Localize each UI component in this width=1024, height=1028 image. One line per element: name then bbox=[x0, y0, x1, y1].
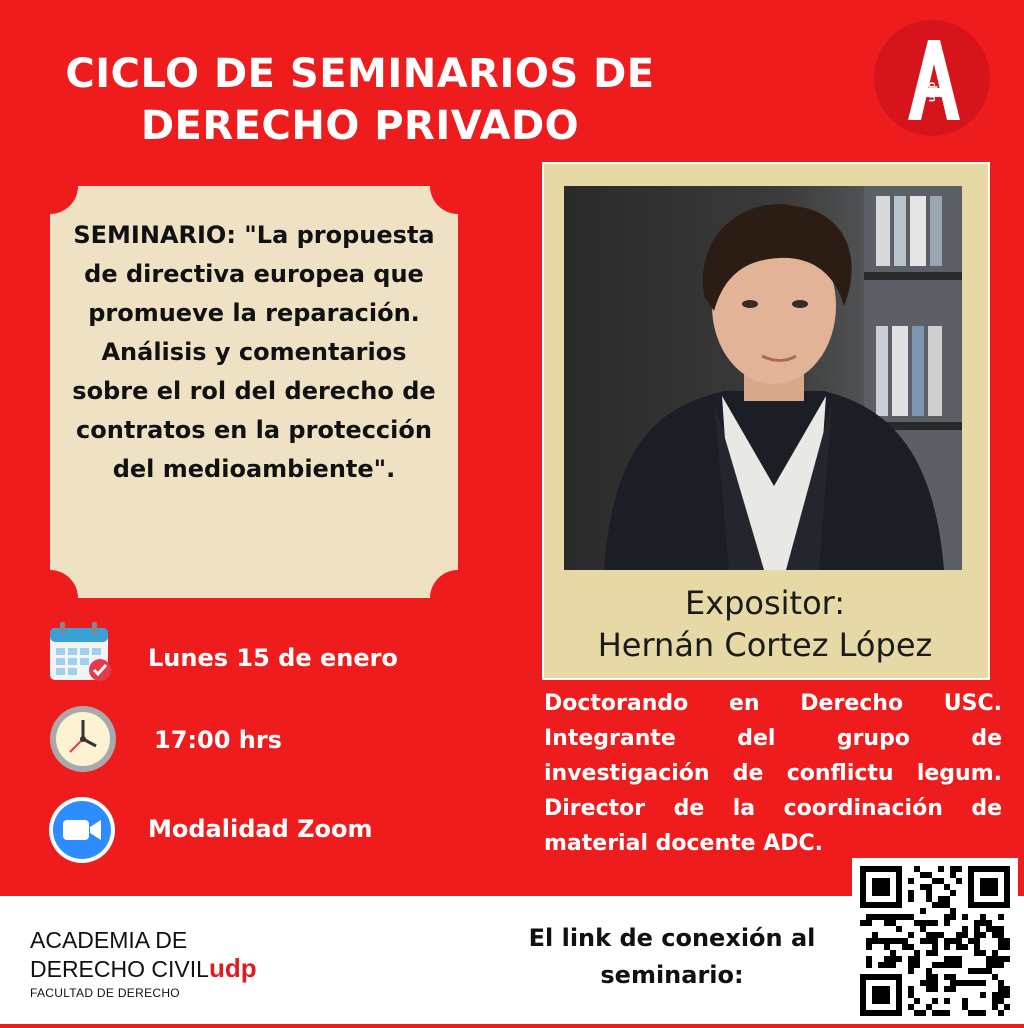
clock-icon bbox=[48, 704, 118, 774]
title-line-1: CICLO DE SEMINARIOS DE bbox=[65, 51, 655, 97]
zoom-camera-icon bbox=[48, 796, 116, 864]
academy-logo bbox=[30, 926, 257, 1001]
faculty-label: FACULTAD DE DERECHO bbox=[30, 986, 180, 1000]
academy-line-2 bbox=[30, 954, 257, 983]
academy-name: DERECHO CIVIL bbox=[30, 956, 209, 982]
calendar-icon bbox=[48, 620, 112, 682]
speaker-bio: Doctorando en Derecho USC. Integrante del grupo de investigación de conflictu legum. Director de la coordinación de material docente ADC. bbox=[544, 691, 1002, 856]
academy-line-1: ACADEMIA DE bbox=[30, 927, 188, 953]
udp-logo bbox=[874, 20, 990, 136]
title-line-2: DERECHO PRIVADO bbox=[140, 103, 580, 149]
speaker-caption bbox=[560, 582, 970, 666]
speaker-photo bbox=[564, 186, 962, 570]
link-caption: El link de conexión al seminario: bbox=[528, 924, 816, 989]
qr-code[interactable] bbox=[852, 858, 1018, 1024]
seminar-title: SEMINARIO: "La propuesta de directiva europea que promueve la reparación. Análisis y comentarios sobre el rol del derecho de contratos en la protección del medioambiente". bbox=[72, 221, 436, 483]
speaker-label: Expositor: bbox=[684, 584, 846, 622]
event-title bbox=[40, 48, 680, 152]
speaker-name: Hernán Cortez López bbox=[597, 626, 933, 664]
event-mode: Modalidad Zoom bbox=[148, 815, 373, 843]
event-date: Lunes 15 de enero bbox=[148, 644, 398, 672]
academy-udp: udp bbox=[208, 953, 257, 983]
event-time: 17:00 hrs bbox=[154, 726, 282, 754]
logo-udp-text: udp bbox=[926, 81, 938, 102]
